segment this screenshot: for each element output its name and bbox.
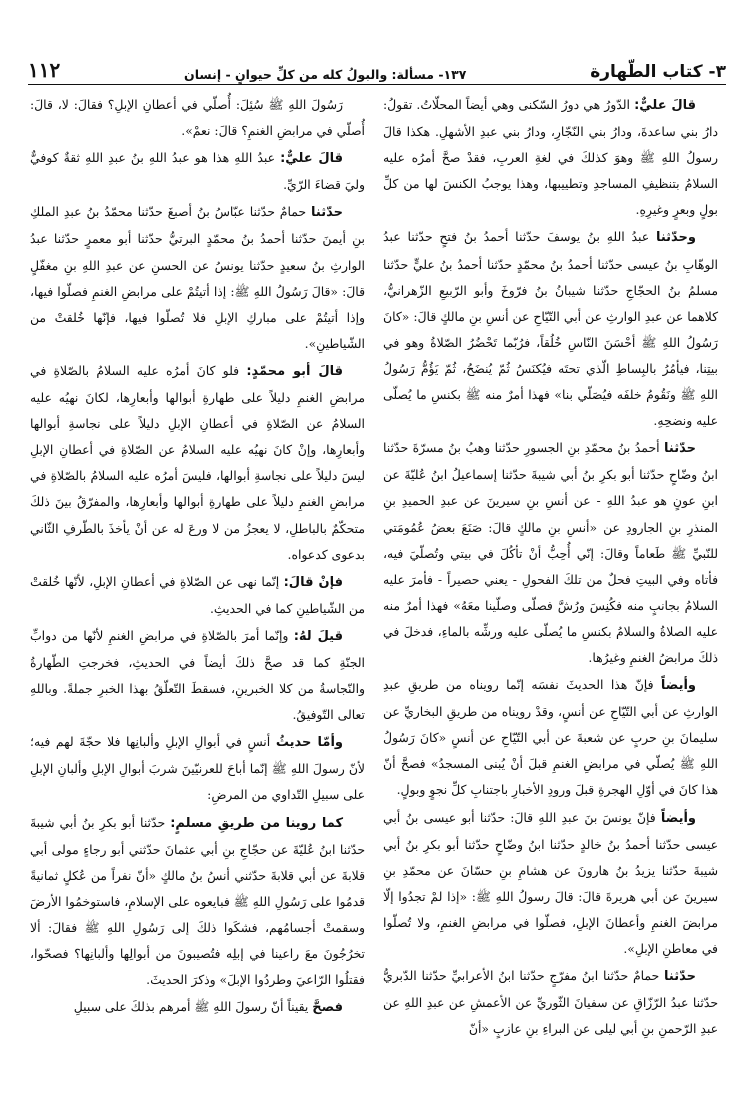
paragraph-text: أحمدُ بنُ محمّدِ بنِ الجسورِ حدّثنا وهبُ بنُ مسرّةَ حدّثنا ابنُ وضّاحٍ حدّثنا أبو بكرِ بنُ أبي شيبةَ حدّثنا إسماعيلُ ابنُ عُليّةَ عن ابنِ عونٍ هو عبدُ اللهِ - عن أنسِ بنِ سيرينَ عن عبدِ الحميدِ بنِ المنذرِ بنِ الجارودِ عن «أنسِ بنِ مالكٍ قالَ: صَنَعَ بعضُ عُمُومَتي للنّبيِّ ﷺ طَعاماً وقالَ: إنّي أُحِبُّ أنْ تأكُلَ في بيتي وتُصلّيَ فيه، فأتاه وفي البيتِ فحلٌ من تلكَ الفحولِ - يعني حصيراً - فأمرَ عليه السلامُ بجانبٍ منه فكُنِسَ ورُشَّ فصلّى وصلّينا معَهُ» فهذا أمرٌ منه عليه الصلاةُ والسلامُ بكنسِ ما يُصلّى عليه ورشِّه بالماءِ، فدخلَ في ذلكَ مرابضُ الغنمِ وغيرُها. <box>383 440 718 665</box>
paragraph-lead: حدّثنا <box>664 441 696 457</box>
paragraph-lead: قالَ عليٌّ: <box>634 98 696 113</box>
issue-title: ١٣٧- مسألة: والبولُ كله من كلِّ حيوانٍ - إنسان <box>184 67 467 82</box>
paragraph <box>383 435 718 671</box>
paragraph-text: حمامٌ حدّثنا ابنُ مفرّجٍ حدّثنا ابنُ الأعرابيِّ حدّثنا الدّبريُّ حدّثنا عبدُ الرّزّاقِ عن سفيانَ الثّوريِّ عن الأعمشِ عن عبدِ اللهِ عن عبدِ الرّحمنِ بنِ أبي ليلى عن البراءِ بنِ عازبٍ «أنّ <box>383 968 718 1037</box>
paragraph-text: وإنّما أمرَ بالصّلاةِ في مرابضِ الغنمِ لأنّها من دوابِّ الجنّةِ كما قد صحَّ ذلكَ أيضاً في الحديثِ، فخرجتِ الطّهارةُ والنّجاسةُ من كلا الخبرينِ، فسقطَ التّعلّقُ بهذا الخبرِ جملةً. وباللهِ تعالى التّوفيقُ. <box>30 627 365 723</box>
left-column <box>30 92 365 1022</box>
paragraph-text: حدّثنا أبو بكرِ بنُ أبي شيبةَ حدّثنا ابنُ عُليّةَ عن حجّاجِ بنِ أبي عثمانَ حدّثني أبو رجاءٍ مولى أبي قلابةَ عن أبي قلابةَ حدّثني أنسُ بنُ مالكٍ «أنّ نفراً من عُكلٍ ثمانيةً قدمُوا على رَسُولِ اللهِ ﷺ فبايعوه على الإسلامِ، فاستوخمُوا الأرضَ وسقمتْ أجسامُهم، فشكَوا ذلكَ إلى رَسُولِ اللهِ ﷺ فقالَ: ألا تخرُجُونَ معَ راعينا في إبلِه فتُصيبونَ من أبوالِها وألبانِها؟ فصحّوا، فقتلُوا الرّاعيَ وطردُوا الإبلَ» وذكرَ الحديثَ. <box>30 814 365 988</box>
paragraph-text: فإنّ يونسَ بنَ عبدِ اللهِ قالَ: حدّثنا أبو عيسى بنُ أبي عيسى حدّثنا أحمدُ بنُ خالدٍ حدّثنا ابنُ وضّاحٍ حدّثنا أبو بكرِ بنُ أبي شيبةَ حدّثنا يزيدُ بنُ هارونَ عن هشامِ بنِ حسّانَ عن محمّدِ بنِ سيرينَ عن أبي هريرةَ قالَ: قالَ رسولُ اللهِ ﷺ: «إذا لمْ تجدُوا إلّا مرابضَ الغنمِ وأعطانَ الإبلِ، فصلّوا في مرابضِ الغنمِ، ولا تُصلّوا في معاطنِ الإبلِ». <box>383 809 718 956</box>
paragraph <box>30 569 365 622</box>
paragraph <box>30 92 365 144</box>
paragraph-text: يقيناً أنّ رسولَ اللهِ ﷺ أمرهم بذلكَ على سبيلِ <box>73 999 313 1015</box>
paragraph <box>30 994 365 1021</box>
paragraph <box>383 224 718 434</box>
header-rule <box>28 84 726 85</box>
paragraph <box>30 199 365 357</box>
right-column <box>383 92 718 1043</box>
paragraph-lead: وأمّا حديثُ <box>275 735 344 751</box>
paragraph <box>383 672 718 803</box>
paragraph-lead: وحدّثنا <box>655 230 696 246</box>
paragraph-text: عبدُ اللهِ بنُ يوسفَ حدّثنا أحمدُ بنُ فتحٍ حدّثنا عبدُ الوهّابِ بنُ عيسى حدّثنا أحمدُ بنُ محمّدٍ حدّثنا أحمدُ بنُ عليٍّ حدّثنا مسلمُ بنُ الحجّاجِ حدّثنا شيبانُ بنُ فرّوخَ وأبو الرّبيعِ الزّهرانيُّ، كلاهما عن عبدِ الوارثِ عن أبي التّيّاحِ عن أنسِ بنِ مالكٍ قالَ: «كانَ رَسُولُ اللهِ ﷺ أحْسَنَ النّاسِ خُلُقاً، فرُبّما تَحْضُرُ الصّلاةُ وهو في بيتِنا، فيأمُرُ بالبِساطِ الّذي تحتَه فيُكنَسُ ثُمّ يُنضَحُ، ثُمّ يَؤُمُّ رَسُولُ اللهِ ﷺ ونَقُومُ خلفَه فيُصَلّي بنا» فهذا أمرٌ منه ﷺ بكنسِ ما يُصلّى عليه ونضحِهِ. <box>383 229 718 429</box>
paragraph-text: الدّورُ هي دورُ السّكنى وهي أيضاً المحلّاتُ. تقولُ: دارُ بني ساعدةَ، ودارُ بني النّجّارِ، ودارُ بني عبدِ الأشهلِ. هكذا قالَ رسولُ اللهِ ﷺ وهوَ كذلكَ في لغةِ العربِ، فقدْ صحَّ أمرُه عليه السلامُ بتنظيفِ المساجدِ وتطييبها، وهذا يوجبُ الكنسَ لها من كلِّ بولٍ وبعرٍ وغيرِهِ. <box>383 97 718 218</box>
paragraph-text: إنّما نهى عن الصّلاةِ في أعطانِ الإبلِ، لأنّها خُلقتْ من الشّياطينِ كما في الحديثِ. <box>30 573 365 616</box>
paragraph-lead: حدّثنا <box>664 969 696 985</box>
paragraph-lead: حدّثنا <box>311 205 343 221</box>
paragraph-lead: وأيضاً <box>660 678 696 694</box>
paragraph-lead: قالَ عليٌّ: <box>280 151 343 167</box>
paragraph-lead: وأيضاً <box>660 810 696 826</box>
paragraph-lead: فصحَّ <box>312 1000 343 1016</box>
paragraph-text: فإنّ هذا الحديثَ نفسَه إنّما رويناه من طريقِ عبدِ الوارثِ عن أبي التّيّاحِ عن أنسٍ، وقدْ رويناه من طريقِ البخاريِّ عن سليمانَ بنِ حربٍ عن شعبةَ عن أبي التّيّاحِ عن أنسٍ «كانَ رَسُولُ اللهِ ﷺ يُصلّي في مرابضِ الغنمِ قبلَ أنْ يُبنى المسجدُ» فصحَّ أنّ هذا كانَ في أوّلِ الهجرةِ قبلَ ورودِ الأخبارِ باجتنابِ كلِّ نجوٍ وبولٍ. <box>383 677 718 798</box>
paragraph <box>30 623 365 728</box>
page-number: ١١٢ <box>28 58 61 82</box>
paragraph-lead: فإنْ قالَ: <box>283 574 343 590</box>
chapter-title: ٣- كتاب الطّهارة <box>590 62 726 82</box>
paragraph <box>30 729 365 808</box>
paragraph-text: حمامٌ حدّثنا عبّاسُ بنُ أصبغَ حدّثنا محمّدُ بنُ عبدِ الملكِ بنِ أيمنَ حدّثنا أحمدُ بنُ محمّدٍ البرتيُّ حدّثنا أبو معمرٍ حدّثنا عبدُ الوارثِ بنُ سعيدٍ حدّثنا يونسُ عن الحسنِ عن عبدِ اللهِ بنِ مغفّلٍ قالَ: «قالَ رَسُولُ اللهِ ﷺ: إذا أتيتُمْ على مرابضِ الغنمِ فصلّوا فيها، وإذا أتيتُمْ على مباركِ الإبلِ فلا تُصلّوا فيها، فإنّها خُلقتْ من الشّياطينِ». <box>30 204 365 351</box>
paragraph <box>383 92 718 223</box>
page-header <box>28 50 726 82</box>
paragraph-text: رَسُولَ اللهِ ﷺ سُئِلَ: أُصلّي في أعطانِ الإبلِ؟ فقالَ: لا، قالَ: أُصلّي في مرابضِ الغنمِ؟ قالَ: نعمْ». <box>30 97 365 139</box>
paragraph <box>30 810 365 994</box>
paragraph-text: فلو كانَ أمرُه عليه السلامُ بالصّلاةِ في مرابضِ الغنمِ دليلاً على طهارةِ أبوالها وأبعارِها، لكانَ نهيُه عليه السلامُ عن الصّلاةِ في أعطانِ الإبلِ دليلاً على نجاسةِ أبوالها وأبعارِها، وإنْ كانَ نهيُه عليه السلامُ عن الصّلاةِ في أعطانِ الإبلِ ليسَ دليلاً على نجاسةِ أبوالها، فليسَ أمرُه عليه السلامُ بالصّلاةِ في مرابضِ الغنمِ دليلاً على طهارةِ أبوالها وأبعارِها، والمفرّقُ بينَ ذلكَ متحكّمٌ بالباطلِ، لا يعجزُ من لا ورعَ له عن أنْ يأخذَ بالطّرفِ الثّاني بدعوى كدعواه. <box>30 362 365 562</box>
paragraph <box>30 358 365 568</box>
paragraph-lead: قيلَ لهُ: <box>293 628 343 644</box>
paragraph-text: أنسٍ في أبوالِ الإبلِ وألبانِها فلا حجّةَ لهم فيه؛ لأنّ رسولَ اللهِ ﷺ إنّما أباحَ للعرنيّينَ شربَ أبوالِ الإبلِ وألبانِ الإبلِ على سبيلِ التّداوي من المرضِ: <box>30 734 365 803</box>
paragraph <box>30 145 365 198</box>
paragraph-lead: قالَ أبو محمّدٍ: <box>246 363 343 379</box>
paragraph-text: عبدُ اللهِ هذا هو عبدُ اللهِ بنُ عبدِ اللهِ ثقةٌ كوفيٌّ وليَ قضاءَ الرّيِّ. <box>30 150 365 193</box>
paragraph-lead: كما روينا من طريقِ مسلمٍ: <box>170 815 343 831</box>
paragraph <box>383 963 718 1042</box>
paragraph <box>383 805 718 963</box>
